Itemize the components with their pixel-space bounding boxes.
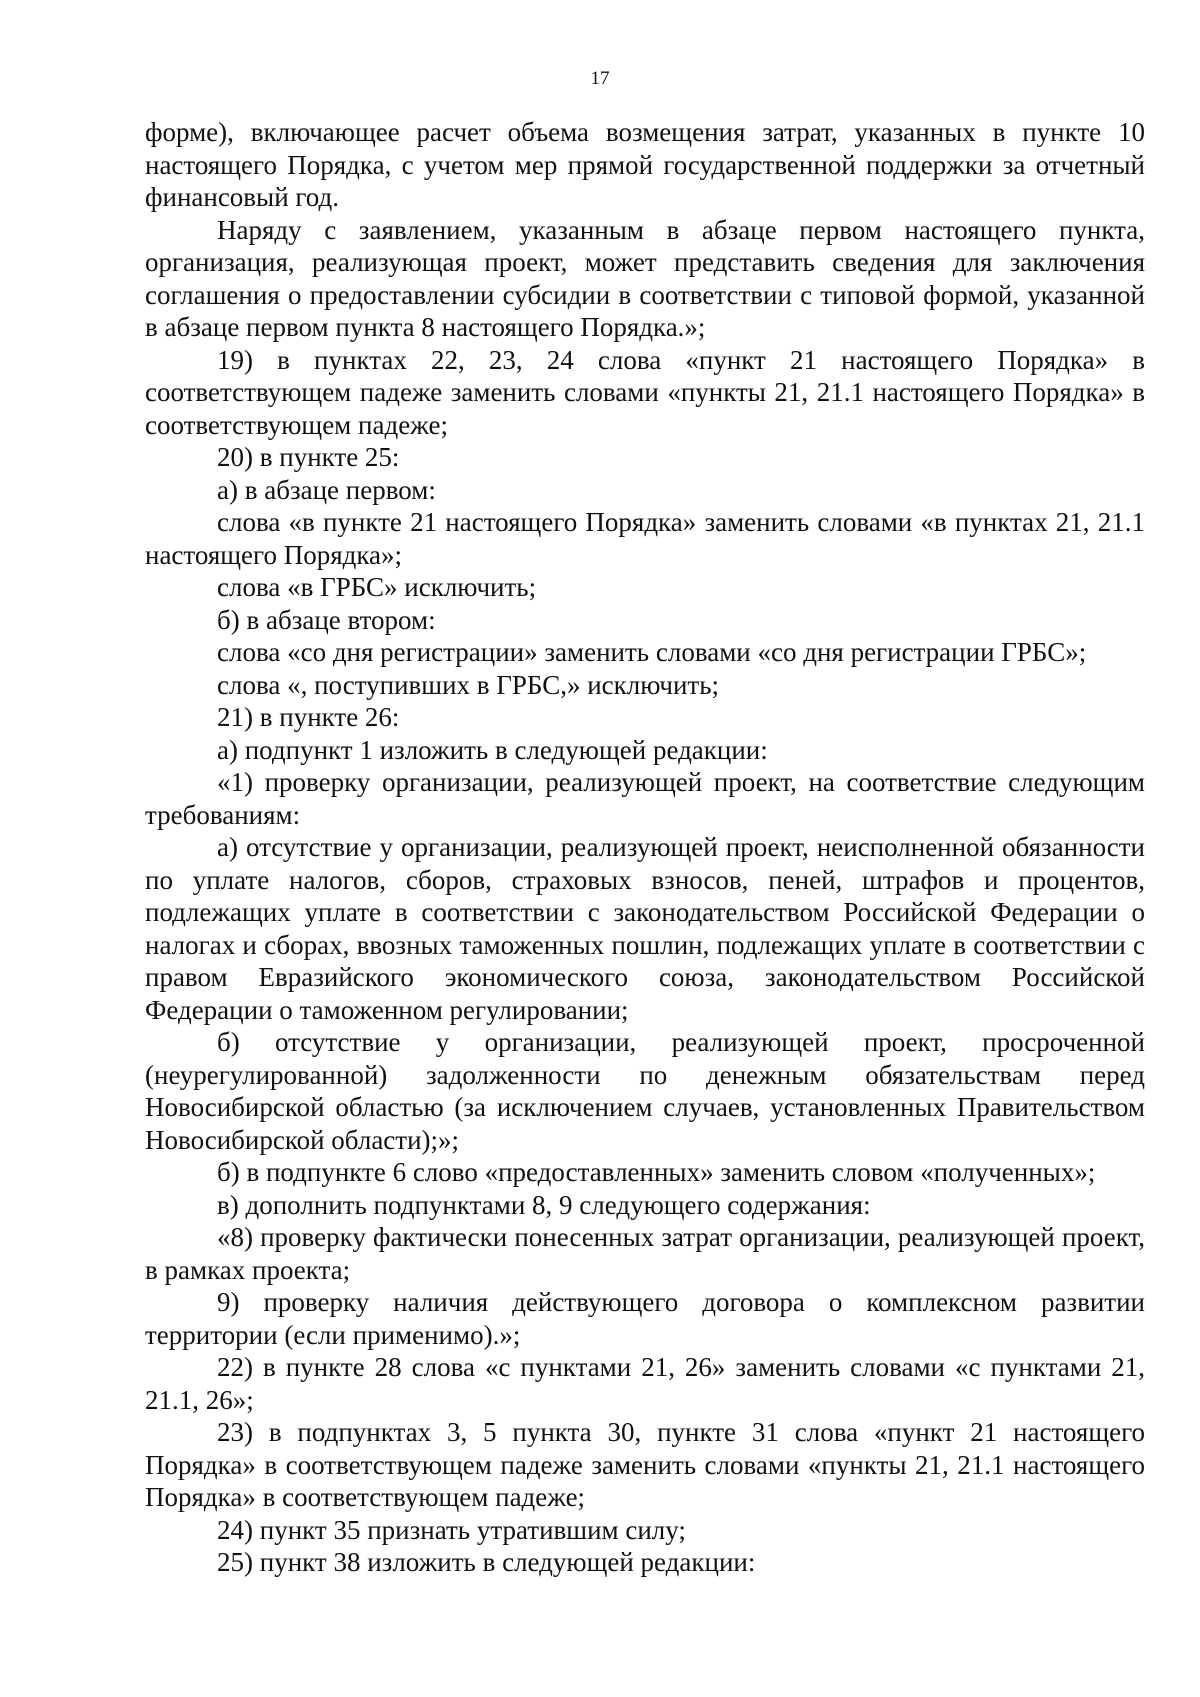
paragraph: а) отсутствие у организации, реализующей проект, неисполненной обязанности по уплате налогов, сборов, страховых взносов, пеней, штрафов и процентов, подлежащих уплате в соответствии с законодательством Российской Федерации о налогах и сборах, ввозных таможенных пошлин, подлежащих уплате в соответствии с правом Евразийского экономического союза, законодательством Российской Федерации о таможенном регулировании;	[145, 832, 1145, 1025]
paragraph: 24) пункт 35 признать утратившим силу;	[217, 1514, 686, 1545]
paragraph: а) подпункт 1 изложить в следующей редакции:	[217, 734, 768, 765]
page-number: 17	[590, 68, 610, 89]
paragraph: слова «в пункте 21 настоящего Порядка» заменить словами «в пунктах 21, 21.1 настоящего Порядка»;	[145, 507, 1145, 570]
paragraph: б) в подпункте 6 слово «предоставленных» заменить словом «полученных»;	[217, 1157, 1096, 1187]
paragraph: 21) в пункте 26:	[217, 702, 400, 732]
paragraph: 23) в подпунктах 3, 5 пункта 30, пункте 31 слова «пункт 21 настоящего Порядка» в соответствующем падеже заменить словами «пункты 21, 21.1 настоящего Порядка» в соответствующем падеже;	[145, 1417, 1145, 1512]
paragraph: а) в абзаце первом:	[217, 474, 436, 505]
paragraph: 20) в пункте 25:	[217, 442, 400, 472]
paragraph: «1) проверку организации, реализующей проект, на соответствие следующим требованиям:	[145, 767, 1145, 830]
paragraph: 9) проверку наличия действующего договора о комплексном развитии территории (если применимо).»;	[145, 1287, 1145, 1350]
paragraph: форме), включающее расчет объема возмещения затрат, указанных в пункте 10 настоящего Порядка, с учетом мер прямой государственной поддержки за отчетный финансовый год.	[145, 117, 1145, 212]
paragraph: в) дополнить подпунктами 8, 9 следующего содержания:	[217, 1189, 871, 1220]
paragraph: слова «в ГРБС» исключить;	[217, 572, 537, 602]
paragraph: слова «со дня регистрации» заменить словами «со дня регистрации ГРБС»;	[217, 637, 1087, 667]
paragraph: слова «, поступивших в ГРБС,» исключить;	[217, 669, 720, 700]
paragraph: 19) в пунктах 22, 23, 24 слова «пункт 21 настоящего Порядка» в соответствующем падеже заменить словами «пункты 21, 21.1 настоящего Порядка» в соответствующем падеже;	[145, 344, 1145, 440]
paragraph: «8) проверку фактически понесенных затрат организации, реализующей проект, в рамках проекта;	[145, 1222, 1145, 1285]
paragraph: 22) в пункте 28 слова «с пунктами 21, 26» заменить словами «с пунктами 21, 21.1, 26»;	[145, 1352, 1145, 1415]
paragraph: Наряду с заявлением, указанным в абзаце первом настоящего пункта, организация, реализующая проект, может представить сведения для заключения соглашения о предоставлении субсидии в соответствии с типовой формой, указанной в абзаце первом пункта 8 настоящего Порядка.»;	[145, 214, 1145, 342]
document-body	[145, 116, 1145, 1579]
paragraph: б) в абзаце втором:	[217, 604, 436, 635]
paragraph: б) отсутствие у организации, реализующей проект, просроченной (неурегулированной) задолженности по денежным обязательствам перед Новосибирской областью (за исключением случаев, установленных Правительством Новосибирской области);»;	[145, 1027, 1145, 1155]
paragraph: 25) пункт 38 изложить в следующей редакции:	[217, 1547, 756, 1577]
